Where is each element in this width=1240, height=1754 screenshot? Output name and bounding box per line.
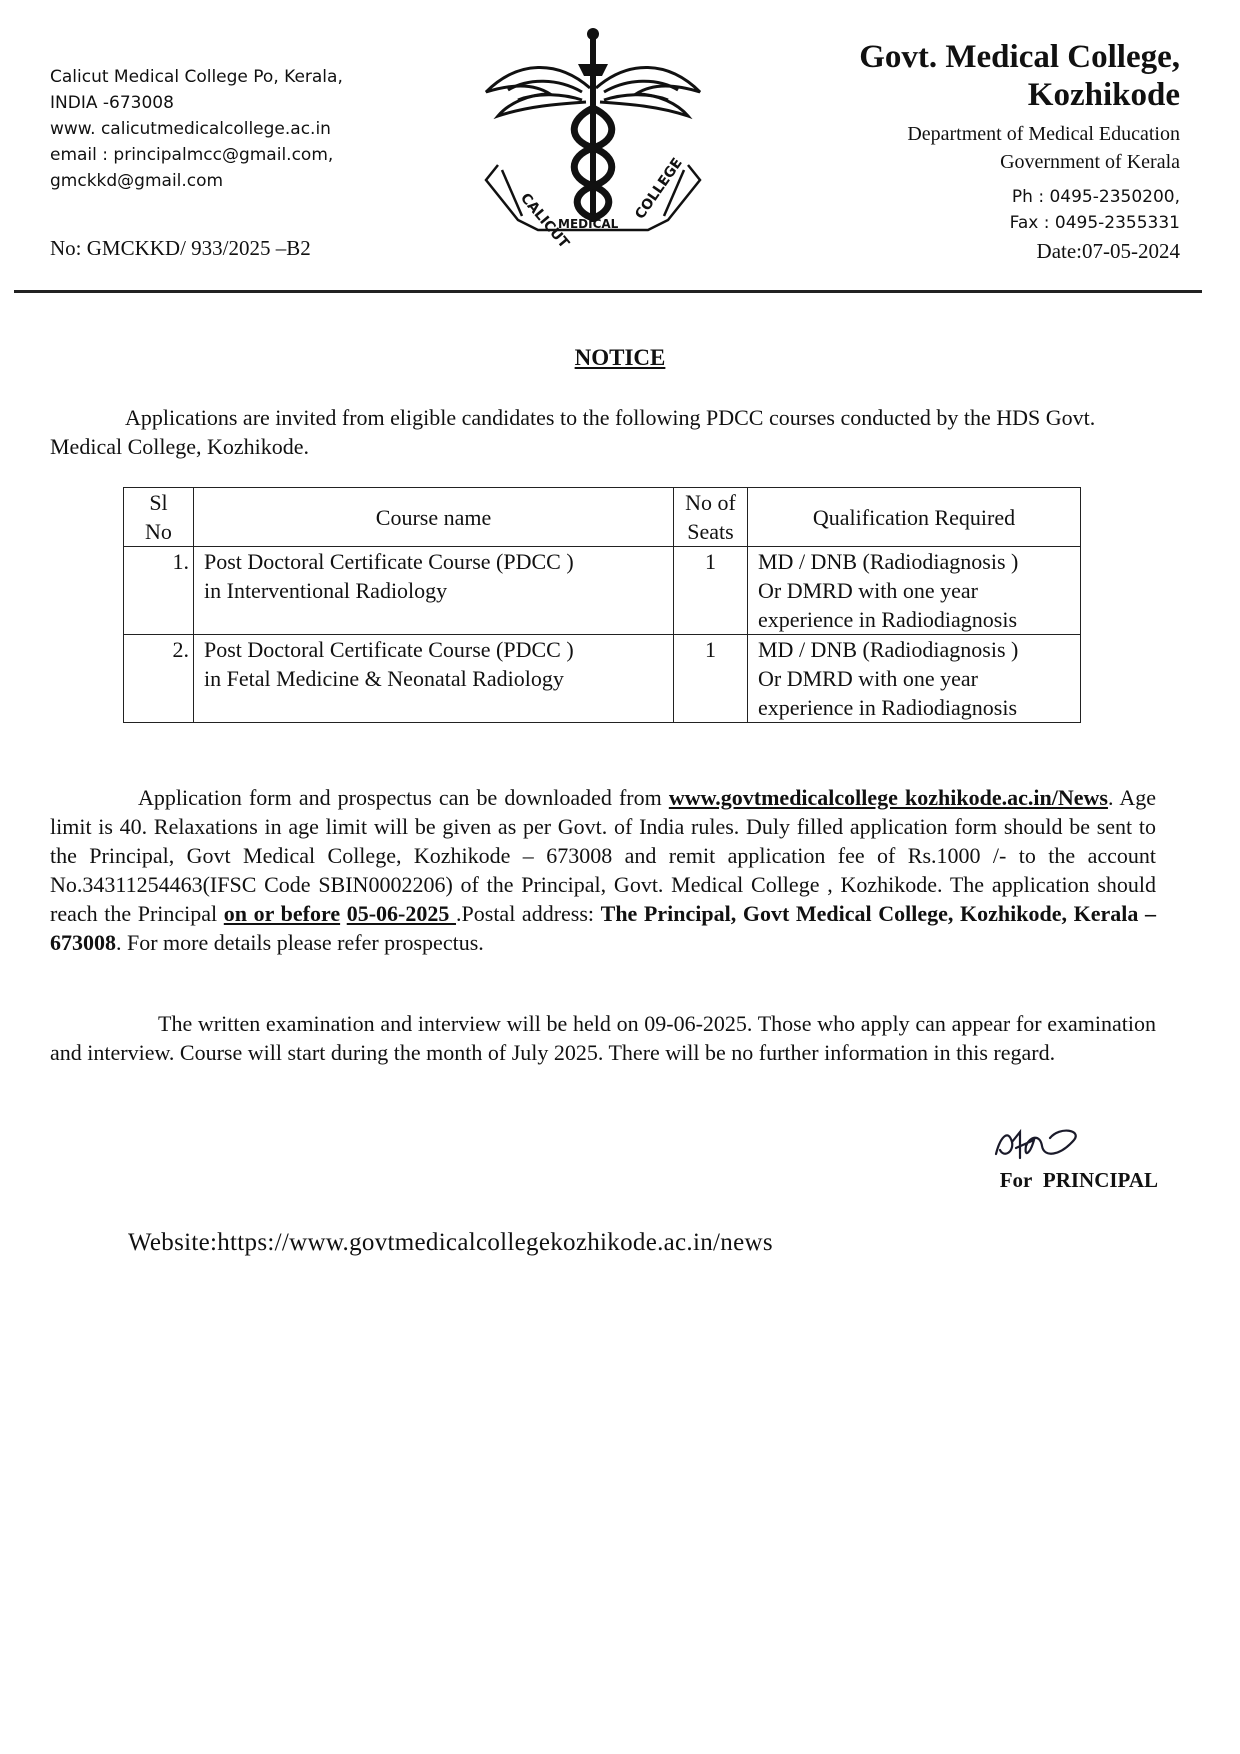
svg-text:COLLEGE: COLLEGE: [632, 155, 686, 223]
postal-label: .Postal address:: [456, 901, 601, 926]
notice-title: NOTICE: [574, 345, 666, 370]
email-line: email : principalmcc@gmail.com,: [50, 145, 334, 165]
svg-text:MEDICAL: MEDICAL: [558, 217, 619, 231]
website-line: www. calicutmedicalcollege.ac.in: [50, 119, 331, 139]
college-header: [859, 38, 1180, 264]
table-row: [124, 635, 1081, 723]
signatory-for: For: [999, 1168, 1033, 1192]
application-paragraph: [50, 783, 1156, 957]
table-row: [124, 547, 1081, 635]
course-name: in Fetal Medicine & Neonatal Radiology: [204, 666, 564, 691]
column-header-course: Course name: [194, 488, 674, 547]
row-qualification: [748, 635, 1081, 723]
qualification-line: Or DMRD with one year: [758, 578, 978, 603]
course-name: Post Doctoral Certificate Course (PDCC ): [204, 549, 574, 574]
signatory: [1000, 1168, 1158, 1193]
courses-table: [123, 487, 1081, 723]
exam-paragraph: The written examination and interview will be held on 09-06-2025. Those who apply can appear for examination and interview. Course will start during the month of July 2025. There will be no further information in this regard.: [50, 1011, 1156, 1065]
website-footer[interactable]: Website:https://www.govtmedicalcollegekozhikode.ac.in/news: [128, 1229, 773, 1256]
college-emblem: [478, 20, 708, 252]
table-header-row: [124, 488, 1081, 547]
notice-date: Date:07-05-2024: [1036, 239, 1180, 263]
intro-paragraph: Applications are invited from eligible candidates to the following PDCC courses conducted by the HDS Govt. Medical College, Kozhikode.: [50, 405, 1096, 459]
department: Department of Medical Education: [907, 123, 1180, 145]
para-lead: Application form and prospectus can be downloaded from: [138, 785, 669, 810]
qualification-line: experience in Radiodiagnosis: [758, 695, 1018, 720]
qualification-line: Or DMRD with one year: [758, 666, 978, 691]
row-course: [194, 547, 674, 635]
column-header-seats: No of Seats: [674, 488, 748, 547]
course-name: in Interventional Radiology: [204, 578, 448, 603]
deadline-date: 05-06-2025: [346, 901, 457, 926]
column-header-sl: Sl No: [124, 488, 194, 547]
svg-text:CALICUT: CALICUT: [516, 190, 572, 252]
phone: Ph : 0495-2350200,: [1011, 187, 1180, 207]
row-sl: 1.: [124, 547, 194, 635]
qualification-line: MD / DNB (Radiodiagnosis ): [758, 549, 1019, 574]
deadline-phrase: on or before: [223, 901, 341, 926]
reference-number: No: GMCKKD/ 933/2025 –B2: [50, 236, 311, 260]
row-seats: 1: [674, 635, 748, 723]
postal-address: The Principal, Govt Medical College, Kozhikode, Kerala – 673008: [50, 901, 1156, 955]
course-name: Post Doctoral Certificate Course (PDCC ): [204, 637, 574, 662]
college-name: Govt. Medical College,: [859, 39, 1180, 75]
row-seats: 1: [674, 547, 748, 635]
address-line: Calicut Medical College Po, Kerala,: [50, 67, 343, 87]
signature-image: [990, 1118, 1090, 1168]
college-city: Kozhikode: [1027, 77, 1180, 113]
header-divider: [14, 290, 1202, 293]
fax: Fax : 0495-2355331: [1009, 213, 1180, 233]
qualification-line: MD / DNB (Radiodiagnosis ): [758, 637, 1019, 662]
qualification-line: experience in Radiodiagnosis: [758, 607, 1018, 632]
row-qualification: [748, 547, 1081, 635]
government: Government of Kerala: [1000, 151, 1180, 173]
para-text: . Age limit is 40. Relaxations in age limit will be given as per Govt. of India rules. Duly filled application form should be sent to the Principal, Govt Medical College, Kozhikode – 673008 and remit application fee of Rs.1000 /- to the account No.34311254463(IFSC Code SBIN0002206) of the Principal, Govt. Medical College , Kozhikode. The application should reach the Principal: [50, 785, 1156, 926]
column-header-qualification: Qualification Required: [748, 488, 1081, 547]
signatory-title: PRINCIPAL: [1042, 1168, 1158, 1192]
row-sl: 2.: [124, 635, 194, 723]
para-text: . For more details please refer prospectus.: [116, 930, 484, 955]
email-line: gmckkd@gmail.com: [50, 171, 224, 191]
address-line: INDIA -673008: [50, 93, 174, 113]
download-link[interactable]: www.govtmedicalcollege kozhikode.ac.in/News: [668, 785, 1108, 810]
row-course: [194, 635, 674, 723]
address-block: [50, 64, 343, 194]
